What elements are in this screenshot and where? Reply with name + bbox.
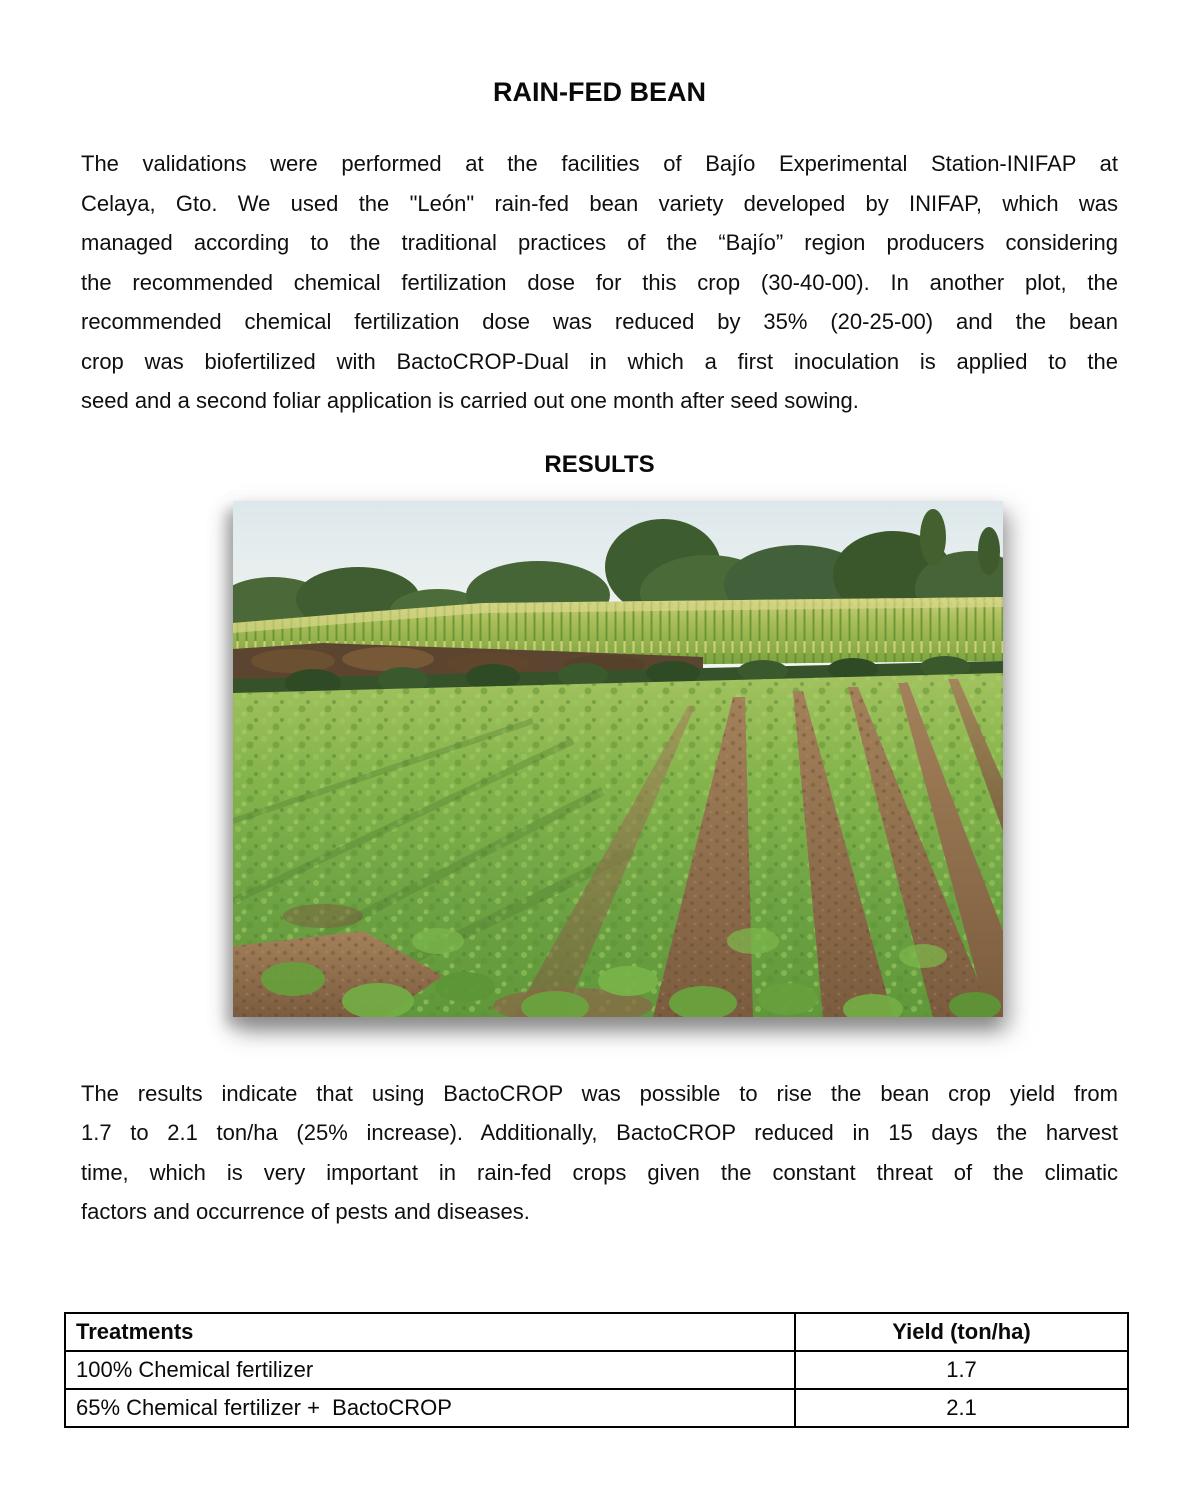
table-header-row [65,1313,1128,1351]
results-paragraph [81,1074,1118,1232]
paragraph-line: seed and a second foliar application is carried out one month after seed sowing. [81,388,859,413]
yield-cell: 1.7 [795,1351,1128,1389]
table-row [65,1351,1128,1389]
treatments-header: Treatments [65,1313,795,1351]
paragraph-line: factors and occurrence of pests and diseases. [81,1199,530,1224]
paragraph-line: The results indicate that using BactoCROP was possible to rise the bean crop yield from [81,1080,1118,1106]
bean-field-photo [233,501,1003,1017]
paragraph-line: time, which is very important in rain-fed crops given the constant threat of the climatic [81,1159,1118,1185]
paragraph-line: Celaya, Gto. We used the "León" rain-fed bean variety developed by INIFAP, which was [81,190,1118,216]
bean-field-photo-illustration [233,501,1003,1017]
yield-cell: 2.1 [795,1389,1128,1427]
paragraph-line: the recommended chemical fertilization dose for this crop (30-40-00). In another plot, the [81,269,1118,295]
page-title: RAIN-FED BEAN [493,77,706,107]
paragraph-line: managed according to the traditional practices of the “Bajío” region producers considering [81,230,1118,255]
paragraph-line: crop was biofertilized with BactoCROP-Dual in which a first inoculation is applied to the [81,348,1118,374]
intro-paragraph [81,144,1118,421]
treatment-cell: 100% Chemical fertilizer [65,1351,795,1389]
paragraph-line: 1.7 to 2.1 ton/ha (25% increase). Additionally, BactoCROP reduced in 15 days the harvest [81,1120,1118,1145]
results-heading: RESULTS [544,450,655,478]
results-table [64,1312,1129,1428]
yield-header: Yield (ton/ha) [795,1313,1128,1351]
treatment-cell: 65% Chemical fertilizer + BactoCROP [65,1389,795,1427]
table-row [65,1389,1128,1427]
paragraph-line: recommended chemical fertilization dose was reduced by 35% (20-25-00) and the bean [81,309,1118,334]
paragraph-line: The validations were performed at the facilities of Bajío Experimental Station-INIFAP at [81,151,1118,176]
